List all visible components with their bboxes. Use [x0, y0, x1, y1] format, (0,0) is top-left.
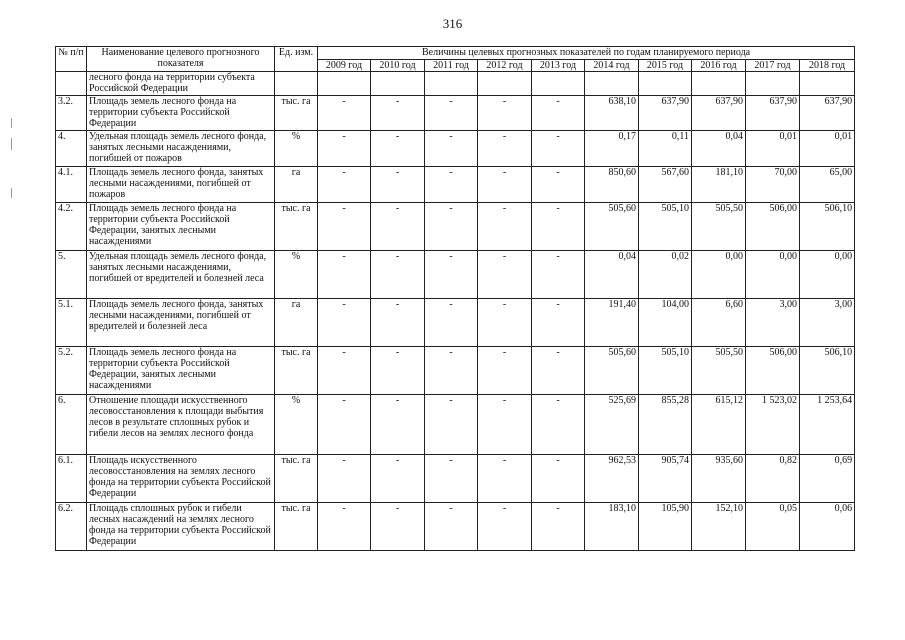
value-cell: - [425, 131, 478, 167]
value-cell [800, 72, 855, 96]
value-cell: - [532, 503, 585, 551]
value-cell: 506,10 [800, 203, 855, 251]
table-row [56, 251, 855, 299]
value-cell: - [425, 395, 478, 455]
value-cell: 0,00 [692, 251, 746, 299]
header-year: 2015 год [639, 60, 692, 72]
value-cell: - [318, 251, 371, 299]
table-row [56, 131, 855, 167]
value-cell: 0,02 [639, 251, 692, 299]
value-cell: - [371, 299, 425, 347]
value-cell: 505,50 [692, 203, 746, 251]
value-cell: 0,06 [800, 503, 855, 551]
header-number: № п/п [56, 47, 87, 72]
value-cell: 850,60 [585, 167, 639, 203]
header-values-title: Величины целевых прогнозных показателей по годам планируемого периода [318, 47, 855, 60]
value-cell: 3,00 [746, 299, 800, 347]
value-cell: 962,53 [585, 455, 639, 503]
value-cell: - [318, 395, 371, 455]
unit-cell: % [275, 131, 318, 167]
value-cell: 0,04 [692, 131, 746, 167]
value-cell: 567,60 [639, 167, 692, 203]
value-cell: - [425, 503, 478, 551]
value-cell: - [425, 299, 478, 347]
value-cell: 0,01 [800, 131, 855, 167]
value-cell: 935,60 [692, 455, 746, 503]
value-cell: - [478, 503, 532, 551]
header-year: 2010 год [371, 60, 425, 72]
value-cell: 905,74 [639, 455, 692, 503]
indicator-name: лесного фонда на территории субъекта Российской Федерации [87, 72, 275, 96]
value-cell: 0,05 [746, 503, 800, 551]
value-cell: 637,90 [692, 96, 746, 131]
indicator-name: Площадь земель лесного фонда на территории субъекта Российской Федерации, занятых лесными насаждениями [87, 203, 275, 251]
header-year: 2017 год [746, 60, 800, 72]
value-cell: 525,69 [585, 395, 639, 455]
value-cell [585, 72, 639, 96]
value-cell: 0,04 [585, 251, 639, 299]
value-cell: - [532, 96, 585, 131]
unit-cell: тыс. га [275, 347, 318, 395]
value-cell: 0,00 [800, 251, 855, 299]
value-cell: 1 253,64 [800, 395, 855, 455]
value-cell: 183,10 [585, 503, 639, 551]
value-cell: 65,00 [800, 167, 855, 203]
value-cell: - [318, 299, 371, 347]
unit-cell: тыс. га [275, 96, 318, 131]
value-cell: 0,00 [746, 251, 800, 299]
row-number: 4. [56, 131, 87, 167]
value-cell: 505,60 [585, 347, 639, 395]
value-cell: 637,90 [639, 96, 692, 131]
unit-cell [275, 72, 318, 96]
value-cell: 6,60 [692, 299, 746, 347]
row-number: 3.2. [56, 96, 87, 131]
value-cell: 0,01 [746, 131, 800, 167]
value-cell: - [478, 251, 532, 299]
unit-cell: % [275, 251, 318, 299]
value-cell: - [532, 395, 585, 455]
value-cell: 191,40 [585, 299, 639, 347]
table-row [56, 72, 855, 96]
value-cell: - [478, 395, 532, 455]
indicator-name: Площадь земель лесного фонда на территории субъекта Российской Федерации [87, 96, 275, 131]
value-cell: 0,17 [585, 131, 639, 167]
indicator-name: Отношение площади искусственного лесовосстановления к площади выбытия лесов в результате сплошных рубок и гибели лесов на землях лесного фонда [87, 395, 275, 455]
indicator-name: Площадь земель лесного фонда, занятых лесными насаждениями, погибшей от пожаров [87, 167, 275, 203]
unit-cell: га [275, 299, 318, 347]
value-cell: 505,60 [585, 203, 639, 251]
page-number: 316 [442, 16, 463, 31]
value-cell: 505,50 [692, 347, 746, 395]
value-cell: - [532, 131, 585, 167]
header-year: 2009 год [318, 60, 371, 72]
table-row [56, 395, 855, 455]
value-cell: - [318, 347, 371, 395]
value-cell: - [371, 167, 425, 203]
value-cell [371, 72, 425, 96]
value-cell: - [478, 167, 532, 203]
value-cell: 1 523,02 [746, 395, 800, 455]
value-cell: - [318, 203, 371, 251]
value-cell: - [532, 251, 585, 299]
value-cell: 637,90 [746, 96, 800, 131]
value-cell: 181,10 [692, 167, 746, 203]
row-number: 5.2. [56, 347, 87, 395]
margin-mark [11, 138, 12, 150]
value-cell: 0,11 [639, 131, 692, 167]
unit-cell: га [275, 167, 318, 203]
value-cell: - [478, 203, 532, 251]
value-cell: 152,10 [692, 503, 746, 551]
value-cell [318, 72, 371, 96]
value-cell: - [371, 96, 425, 131]
value-cell [478, 72, 532, 96]
unit-cell: % [275, 395, 318, 455]
header-year: 2016 год [692, 60, 746, 72]
value-cell: - [371, 251, 425, 299]
unit-cell: тыс. га [275, 503, 318, 551]
table-body [56, 72, 855, 551]
header-unit: Ед. изм. [275, 47, 318, 72]
value-cell: 506,00 [746, 203, 800, 251]
value-cell: - [478, 347, 532, 395]
indicator-name: Площадь искусственного лесовосстановления на землях лесного фонда на территории субъекта Российской Федерации [87, 455, 275, 503]
forecast-table [55, 46, 855, 551]
value-cell: 3,00 [800, 299, 855, 347]
value-cell: 506,00 [746, 347, 800, 395]
value-cell: 0,69 [800, 455, 855, 503]
row-number: 4.2. [56, 203, 87, 251]
value-cell: 506,10 [800, 347, 855, 395]
value-cell: - [425, 96, 478, 131]
value-cell: - [371, 131, 425, 167]
header-year: 2014 год [585, 60, 639, 72]
margin-mark [11, 188, 12, 198]
row-number: 5. [56, 251, 87, 299]
value-cell: 505,10 [639, 347, 692, 395]
value-cell: - [371, 455, 425, 503]
unit-cell: тыс. га [275, 203, 318, 251]
value-cell: 70,00 [746, 167, 800, 203]
value-cell: 105,90 [639, 503, 692, 551]
indicator-name: Площадь сплошных рубок и гибели лесных насаждений на землях лесного фонда на территории субъекта Российской Федерации [87, 503, 275, 551]
value-cell: 855,28 [639, 395, 692, 455]
value-cell: - [532, 347, 585, 395]
value-cell [746, 72, 800, 96]
indicator-name: Удельная площадь земель лесного фонда, занятых лесными насаждениями, погибшей от пожаров [87, 131, 275, 167]
header-indicator-name: Наименование целевого прогнозного показателя [87, 47, 275, 72]
value-cell [425, 72, 478, 96]
value-cell: - [478, 455, 532, 503]
value-cell: - [371, 503, 425, 551]
row-number: 5.1. [56, 299, 87, 347]
margin-mark [11, 118, 12, 128]
table-row [56, 167, 855, 203]
value-cell: 104,00 [639, 299, 692, 347]
value-cell: - [371, 347, 425, 395]
value-cell: - [532, 167, 585, 203]
table-row [56, 347, 855, 395]
table-row [56, 96, 855, 131]
row-number: 6.1. [56, 455, 87, 503]
value-cell: - [532, 455, 585, 503]
table-row [56, 299, 855, 347]
table-row [56, 503, 855, 551]
value-cell: - [371, 395, 425, 455]
value-cell: 615,12 [692, 395, 746, 455]
table-row [56, 203, 855, 251]
value-cell [692, 72, 746, 96]
value-cell: - [425, 455, 478, 503]
value-cell: - [318, 131, 371, 167]
unit-cell: тыс. га [275, 455, 318, 503]
value-cell: - [318, 167, 371, 203]
indicator-name: Площадь земель лесного фонда, занятых лесными насаждениями, погибшей от вредителей и болезней леса [87, 299, 275, 347]
value-cell: - [425, 251, 478, 299]
indicator-name: Площадь земель лесного фонда на территории субъекта Российской Федерации, занятых лесными насаждениями [87, 347, 275, 395]
value-cell: - [371, 203, 425, 251]
value-cell [532, 72, 585, 96]
row-number: 6.2. [56, 503, 87, 551]
value-cell: - [478, 96, 532, 131]
row-number [56, 72, 87, 96]
header-year: 2012 год [478, 60, 532, 72]
value-cell [639, 72, 692, 96]
row-number: 6. [56, 395, 87, 455]
value-cell: 505,10 [639, 203, 692, 251]
value-cell: 0,82 [746, 455, 800, 503]
value-cell: - [532, 203, 585, 251]
header-year: 2013 год [532, 60, 585, 72]
value-cell: - [478, 299, 532, 347]
indicator-name: Удельная площадь земель лесного фонда, занятых лесными насаждениями, погибшей от вредителей и болезней леса [87, 251, 275, 299]
value-cell: 637,90 [800, 96, 855, 131]
value-cell: - [478, 131, 532, 167]
value-cell: - [425, 167, 478, 203]
value-cell: - [318, 455, 371, 503]
header-year: 2018 год [800, 60, 855, 72]
table-row [56, 455, 855, 503]
header-year: 2011 год [425, 60, 478, 72]
value-cell: 638,10 [585, 96, 639, 131]
value-cell: - [318, 503, 371, 551]
value-cell: - [532, 299, 585, 347]
value-cell: - [318, 96, 371, 131]
value-cell: - [425, 203, 478, 251]
row-number: 4.1. [56, 167, 87, 203]
value-cell: - [425, 347, 478, 395]
